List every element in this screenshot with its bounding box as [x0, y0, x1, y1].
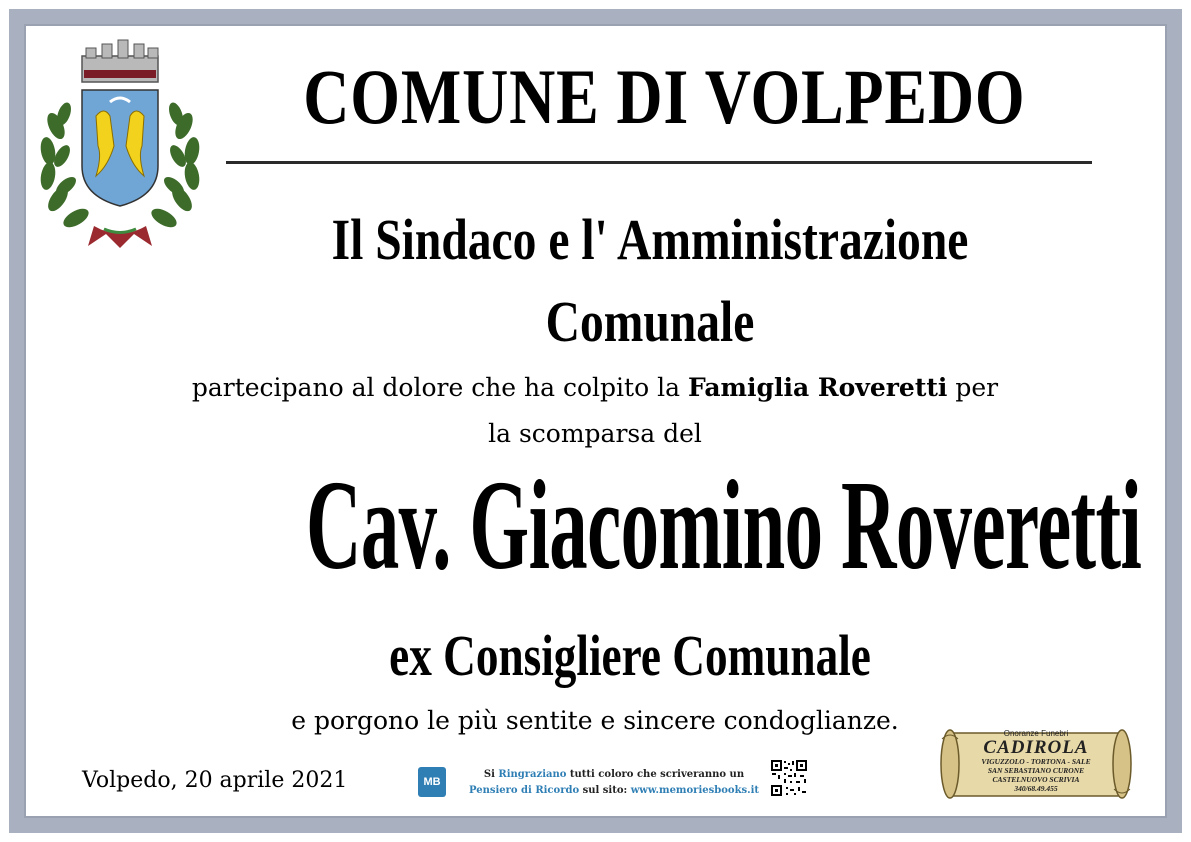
- funeral-home-line-3: CASTELNUOVO SCRIVIA: [992, 775, 1080, 784]
- sender-line-1: Il Sindaco e l' Amministrazione: [331, 207, 969, 272]
- municipal-coat-of-arms-icon: [34, 36, 206, 251]
- funeral-home-line-1: VIGUZZOLO - TORTONA - SALE: [981, 757, 1091, 766]
- participation-sentence: [100, 373, 1090, 402]
- memoriesbooks-logo-icon: MB: [418, 767, 446, 797]
- deceased-role: ex Consigliere Comunale: [389, 623, 871, 688]
- funeral-home-info: [952, 729, 1120, 793]
- sentence-part-1: partecipano al dolore che ha colpito la: [191, 373, 688, 402]
- memoriesbooks-link[interactable]: www.memoriesbooks.it: [630, 785, 760, 796]
- thanks-text: [458, 767, 770, 799]
- notice-date: Volpedo, 20 aprile 2021: [82, 768, 348, 793]
- title-divider: [226, 161, 1092, 164]
- funeral-home-phone: 340/68.49.455: [1014, 784, 1058, 793]
- sentence-part-2: per: [947, 373, 999, 402]
- qr-code-icon[interactable]: [770, 759, 808, 797]
- thanks-part-3: sul sito:: [579, 785, 631, 796]
- thanks-ringraziano: Ringraziano: [498, 769, 567, 780]
- funeral-home-line-2: SAN SEBASTIANO CURONE: [987, 766, 1085, 775]
- funeral-home-label: Onoranze Funebri: [1003, 729, 1069, 738]
- funeral-home-name: CADIROLA: [983, 737, 1089, 758]
- thanks-pensiero: Pensiero di Ricordo: [468, 785, 580, 796]
- family-name: Famiglia Roveretti: [687, 373, 948, 402]
- sender-line-2: Comunale: [545, 289, 755, 354]
- page-title: COMUNE DI VOLPEDO: [303, 53, 1026, 140]
- sentence-line-2: la scomparsa del: [488, 419, 702, 448]
- deceased-name: Cav. Giacomino Roveretti: [306, 454, 1142, 596]
- thanks-part-1: Si: [483, 769, 499, 780]
- thanks-part-2: tutti coloro che scriveranno un: [566, 769, 745, 780]
- condolences-line: e porgono le più sentite e sincere condoglianze.: [291, 706, 899, 735]
- memoriesbooks-banner[interactable]: [418, 765, 810, 801]
